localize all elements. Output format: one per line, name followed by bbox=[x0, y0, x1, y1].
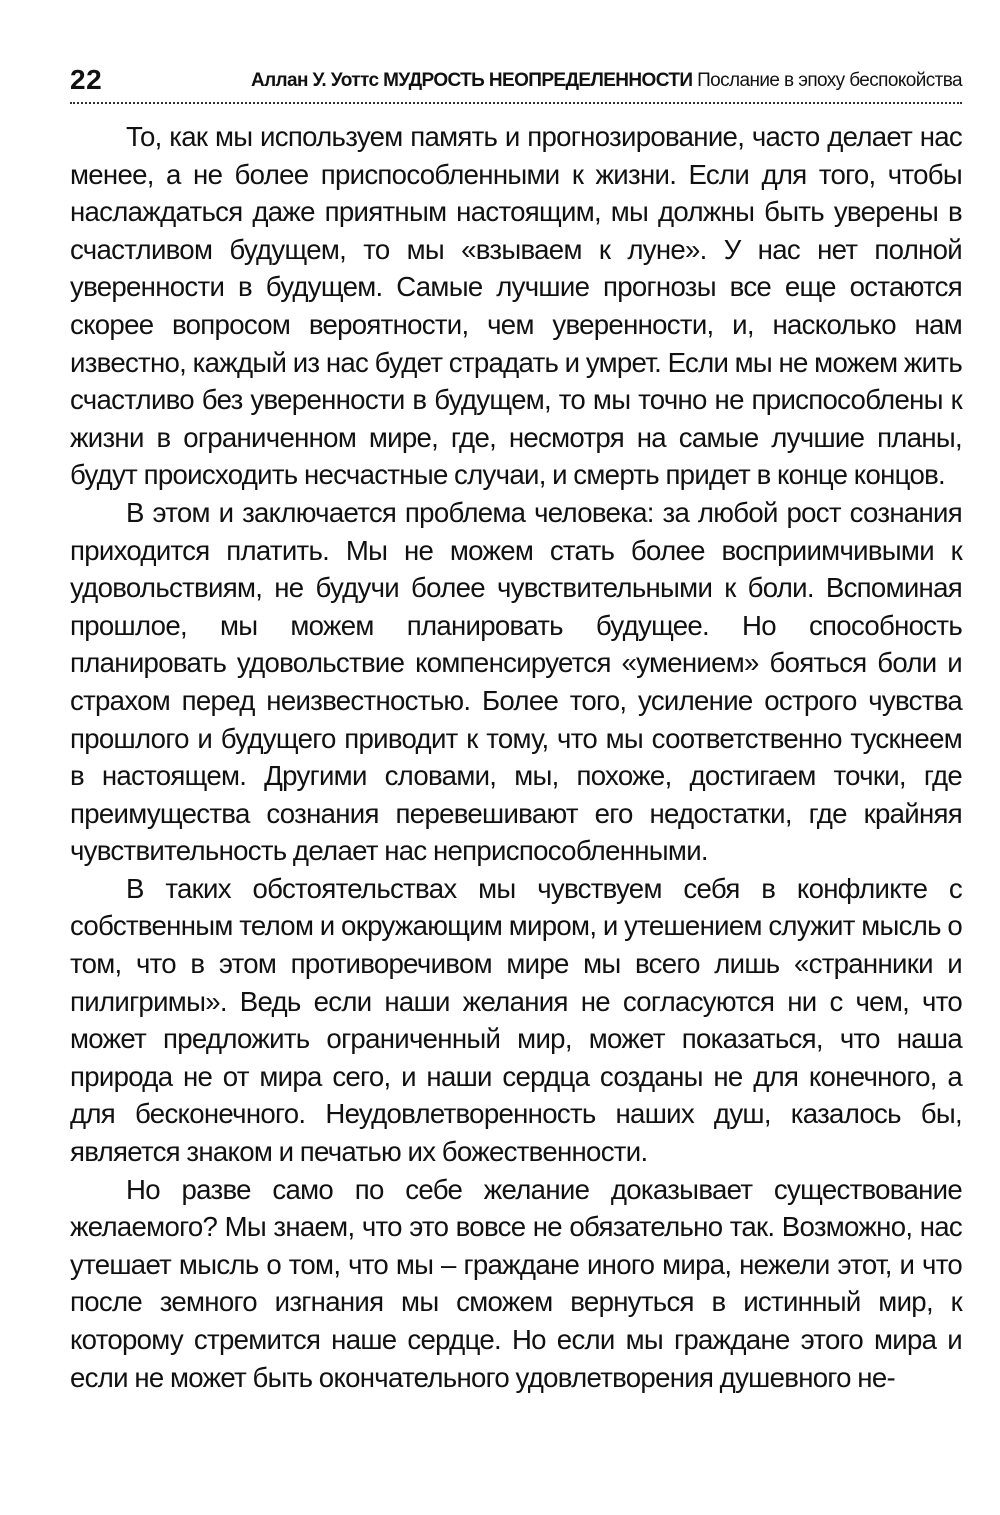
running-head bbox=[251, 70, 962, 92]
paragraph: То, как мы используем память и прогнозирование, часто делает нас менее, а не более приспособленными к жизни. Если для того, чтобы наслаждаться даже приятным настоящим, мы должны быть уверены в счастливом будущем, то мы «взываем к луне». У нас нет полной уверенности в будущем. Самые лучшие прогнозы все еще остаются скорее вопросом вероятности, чем уверенности, и, насколько нам известно, каждый из нас будет страдать и умрет. Если мы не можем жить счастливо без уверенности в будущем, то мы точно не приспособлены к жизни в ограниченном мире, где, несмотря на самые лучшие планы, будут происходить несчастные случаи, и смерть придет в конце концов. bbox=[70, 121, 963, 491]
author-name: Аллан У. Уоттс bbox=[250, 70, 379, 91]
paragraph: В этом и заключается проблема человека: за любой рост сознания приходится платить. Мы не можем стать более восприимчивыми к удовольствиям, не будучи более чувствительными к боли. Вспоминая прошлое, мы можем планировать будущее. Но способность планировать удовольствие компенсируется «умением» бояться боли и страхом перед неизвестностью. Более того, усиление острого чувства прошлого и будущего приводит к тому, что мы соответственно тускнеем в настоящем. Другими словами, мы, похоже, достигаем точки, где преимущества сознания перевешивают его недостатки, где крайняя чувствительность делает нас неприспособленными. bbox=[70, 496, 962, 867]
book-title: МУДРОСТЬ НЕОПРЕДЕЛЕННОСТИ bbox=[383, 70, 693, 91]
page-number: 22 bbox=[70, 64, 103, 95]
paragraph: Но разве само по себе желание доказывает существование желаемого? Мы знаем, что это вовсе не обязательно так. Возможно, нас утешает мысль о том, что мы – граждане иного мира, нежели этот, и что после земного изгнания мы сможем вернуться в истинный мир, к которому стремится наше сердце. Но если мы граждане этого мира и если не может быть окончательного удовлетворения душевного не- bbox=[70, 1173, 962, 1393]
paragraph: В таких обстоятельствах мы чувствуем себя в конфликте с собственным телом и окружающим миром, и утешением служит мысль о том, что в этом противоречивом мире мы всего лишь «странники и пилигримы». Ведь если наши желания не согласуются ни с чем, что может предложить ограниченный мир, может показаться, что наша природа не от мира сего, и наши сердца созданы не для конечного, а для бесконечного. Неудовлетворенность наших душ, казалось бы, является знаком и печатью их божественности. bbox=[70, 872, 962, 1168]
body-text bbox=[70, 118, 962, 1396]
book-page bbox=[70, 58, 962, 1498]
running-header bbox=[70, 58, 962, 100]
book-subtitle: Послание в эпоху беспокойства bbox=[697, 70, 962, 91]
header-divider bbox=[70, 102, 962, 104]
